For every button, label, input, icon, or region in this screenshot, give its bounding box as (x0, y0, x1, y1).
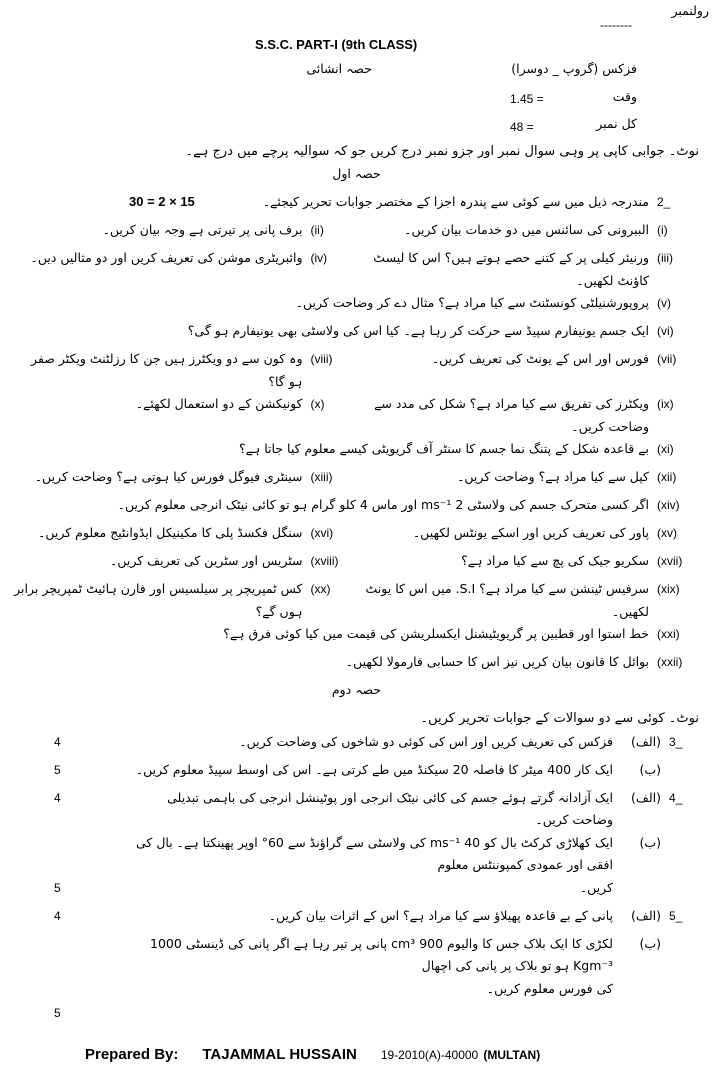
item-numeral: (xiii) (310, 470, 333, 485)
subject-group: فزکس (گروپ _ دوسرا) (511, 61, 637, 76)
long-question-row (14, 877, 699, 905)
item-text: سرفیس ٹینشن سے کیا مراد ہے؟ S.I. میں اس کا یونٹ لکھیں۔ (365, 581, 649, 619)
author-name: TAJAMMAL HUSSAIN (202, 1045, 357, 1063)
item-text: ورنیئر کیلی پر کے کتنے حصے ہوتے ہیں؟ اس کا لیسٹ کاؤنٹ لکھیں۔ (373, 250, 649, 288)
total-marks-value: 48 = (510, 120, 534, 134)
item-text: خط استوا اور قطبین پر گریویٹیشنل ایکسلریشن کی قیمت میں کیا کوئی فرق ہے؟ (223, 626, 649, 642)
short-question-row (14, 522, 699, 550)
item-numeral: (xx) (310, 582, 331, 597)
item-numeral: (xvii) (657, 554, 683, 569)
marks: 4 (54, 734, 61, 749)
short-question-row (14, 466, 699, 494)
item-numeral: (vii) (657, 352, 677, 367)
item-text: سکریو جیک کی پچ سے کیا مراد ہے؟ (461, 553, 649, 569)
part1-title: حصہ اول (332, 166, 381, 182)
short-question-row (14, 320, 699, 348)
item-numeral: (ix) (657, 397, 674, 412)
item-numeral: (vi) (657, 324, 674, 339)
long-question-row (14, 1006, 699, 1034)
paper-header (0, 0, 717, 140)
roll-number-blank: -------- (600, 18, 632, 32)
time-label: وقت (612, 89, 637, 104)
item-numeral: (x) (310, 397, 325, 412)
paper-body (0, 140, 717, 1034)
item-numeral: (xiv) (657, 498, 680, 513)
short-question-row (14, 623, 699, 651)
item-numeral: (iv) (310, 251, 328, 266)
total-marks-label: کل نمبر (596, 116, 637, 131)
item-text: بے قاعدہ شکل کے پتنگ نما جسم کا سنٹر آف گریویٹی کیسے معلوم کیا جاتا ہے؟ (238, 441, 649, 457)
item-text: پروپورشنیلٹی کونسٹنٹ سے کیا مراد ہے؟ مثال دے کر وضاحت کریں۔ (295, 295, 649, 311)
roll-number-label: رولنمبر (671, 3, 709, 18)
short-question-row (14, 247, 699, 292)
item-text: وہ کون سے دو ویکٹرز ہیں جن کا رزلٹنٹ ویکٹر صفر ہو گا؟ (31, 351, 303, 389)
long-question-row (14, 731, 699, 759)
long-question-row (14, 832, 699, 877)
short-question-row (14, 651, 699, 679)
prepared-by-label: Prepared By: (85, 1045, 179, 1063)
item-numeral: (xii) (657, 470, 677, 485)
item-text: سینٹری فیوگل فورس کیا ہوتی ہے؟ وضاحت کریں۔ (34, 469, 303, 485)
long-question-row (14, 905, 699, 933)
marks: 5 (54, 880, 61, 895)
item-numeral: (xix) (657, 582, 680, 597)
short-question-row (14, 219, 699, 247)
item-numeral: (xi) (657, 442, 674, 457)
item-numeral: (viii) (310, 352, 333, 367)
part-label: (الف) (631, 907, 661, 923)
question-2-marks: 30 = 2 × 15 (129, 194, 195, 210)
question-number: 4_ (669, 790, 683, 805)
question-number: 2_ (657, 195, 671, 210)
paper-code: 19-2010(A)-40000 (380, 1047, 479, 1062)
long-question-row (14, 759, 699, 787)
short-questions-list (14, 219, 699, 679)
question-2-row (14, 191, 699, 219)
question-text: ایک آزادانہ گرتے ہوئے جسم کی کائی نیٹک انرجی اور پوٹینشل انرجی کی باہمی تبدیلی وضاحت کریں۔ (167, 789, 613, 828)
item-text: البیرونی کی سائنس میں دو خدمات بیان کریں۔ (404, 222, 649, 238)
long-question-row (14, 933, 699, 978)
item-numeral: (xvi) (310, 526, 334, 541)
item-text: کونیکشن کے دو استعمال لکھئے۔ (135, 396, 303, 412)
item-numeral: (iii) (657, 251, 673, 266)
short-question-row (14, 578, 699, 623)
question-text: ایک کار 400 میٹر کا فاصلہ 20 سیکنڈ میں طے کرتی ہے۔ اس کی اوسط سپیڈ معلوم کریں۔ (135, 761, 613, 777)
short-question-row (14, 292, 699, 320)
item-numeral: (ii) (310, 223, 324, 238)
item-text: پاور کی تعریف کریں اور اسکے یونٹس لکھیں۔ (412, 525, 649, 541)
question-text: ایک کھلاڑی کرکٹ بال کو 40 ms⁻¹ کی ولاسٹی سے گراؤنڈ سے 60° اوپر پھینکتا ہے۔ بال کی افقی اور عمودی کمپوننٹس معلوم (136, 834, 613, 873)
part2-title: حصہ دوم (331, 682, 382, 698)
item-numeral: (v) (657, 296, 671, 311)
marks: 5 (54, 762, 61, 777)
part-label: (الف) (631, 733, 661, 749)
item-text: ایک جسم یونیفارم سپیڈ سے حرکت کر رہا ہے۔ کیا اس کی ولاسٹی بھی یونیفارم ہو گی؟ (187, 323, 649, 339)
item-text: اگر کسی متحرک جسم کی ولاسٹی 2 ms⁻¹ اور ماس 4 کلو گرام ہو تو کائی نیٹک انرجی معلوم کریں۔ (117, 497, 649, 513)
note-instructions: نوٹ۔ جوابی کاپی پر وہی سوال نمبر اور جزو نمبر درج کریں جو کہ سوالیہ پرچے میں درج ہے۔ (185, 144, 699, 159)
item-text: سٹریس اور سٹرین کی تعریف کریں۔ (110, 553, 303, 569)
part2-note: نوٹ۔ کوئی سے دو سوالات کے جوابات تحریر کریں۔ (420, 711, 699, 727)
paper-code-group (381, 1044, 540, 1063)
long-questions-list (14, 731, 699, 1034)
short-question-row (14, 393, 699, 438)
question-text: فزکس کی تعریف کریں اور اس کی کوئی دو شاخوں کی وضاحت کریں۔ (239, 733, 613, 749)
time-value: 1.45 = (510, 92, 544, 106)
part-label: (ب) (639, 834, 661, 850)
short-question-row (14, 348, 699, 393)
city: (MULTAN) (483, 1047, 541, 1062)
question-text: کریں۔ (579, 879, 613, 895)
short-question-row (14, 550, 699, 578)
long-question-row (14, 787, 699, 832)
item-text: کس ٹمپریچر پر سیلسیس اور فارن ہائیٹ ٹمپریچر برابر ہوں گے؟ (14, 581, 303, 619)
short-question-row (14, 438, 699, 466)
question-text: کی فورس معلوم کریں۔ (486, 980, 613, 996)
question-number: 5_ (669, 908, 683, 923)
marks: 4 (54, 790, 61, 805)
paper-title: S.S.C. PART-I (9th CLASS) (255, 37, 418, 52)
item-text: کپل سے کیا مراد ہے؟ وضاحت کریں۔ (457, 469, 649, 485)
section-label: حصہ انشائی (306, 61, 372, 76)
item-numeral: (xv) (657, 526, 677, 541)
item-numeral: (xxii) (657, 655, 683, 670)
question-text: پانی کے بے قاعدہ پھیلاؤ سے کیا مراد ہے؟ اس کے اثرات بیان کریں۔ (268, 907, 613, 923)
item-text: سنگل فکسڈ پلی کا مکینیکل ایڈوانٹیج معلوم کریں۔ (38, 525, 303, 541)
part-label: (ب) (639, 935, 661, 951)
item-text: فورس اور اس کے یونٹ کی تعریف کریں۔ (431, 351, 649, 367)
part-label: (الف) (631, 789, 661, 805)
short-question-row (14, 494, 699, 522)
part-label: (ب) (639, 761, 661, 777)
item-numeral: (xviii) (310, 554, 339, 569)
marks: 5 (54, 1005, 61, 1020)
item-numeral: (xxi) (657, 627, 680, 642)
question-number: 3_ (669, 734, 683, 749)
item-text: ویکٹرز کی تفریق سے کیا مراد ہے؟ شکل کی مدد سے وضاحت کریں۔ (374, 396, 649, 434)
long-question-row (14, 978, 699, 1006)
footer (0, 1034, 717, 1063)
item-text: بوائل کا قانون بیان کریں نیز اس کا حسابی فارمولا لکھیں۔ (345, 654, 649, 670)
marks: 4 (54, 908, 61, 923)
question-2-text: مندرجہ ذیل میں سے کوئی سے پندرہ اجزا کے مختصر جوابات تحریر کیجئے۔ (262, 194, 649, 210)
question-text: لکڑی کا ایک بلاک جس کا والیوم 900 cm³ پانی پر تیر رہا ہے اگر پانی کی ڈینسٹی 1000 Kgm⁻³ ہو تو بلاک پر پانی کی اچھال (150, 935, 613, 974)
item-text: وائبریٹری موشن کی تعریف کریں اور دو مثالیں دیں۔ (30, 250, 303, 266)
item-numeral: (i) (657, 223, 668, 238)
item-text: برف پانی پر تیرتی ہے وجہ بیان کریں۔ (102, 222, 303, 238)
